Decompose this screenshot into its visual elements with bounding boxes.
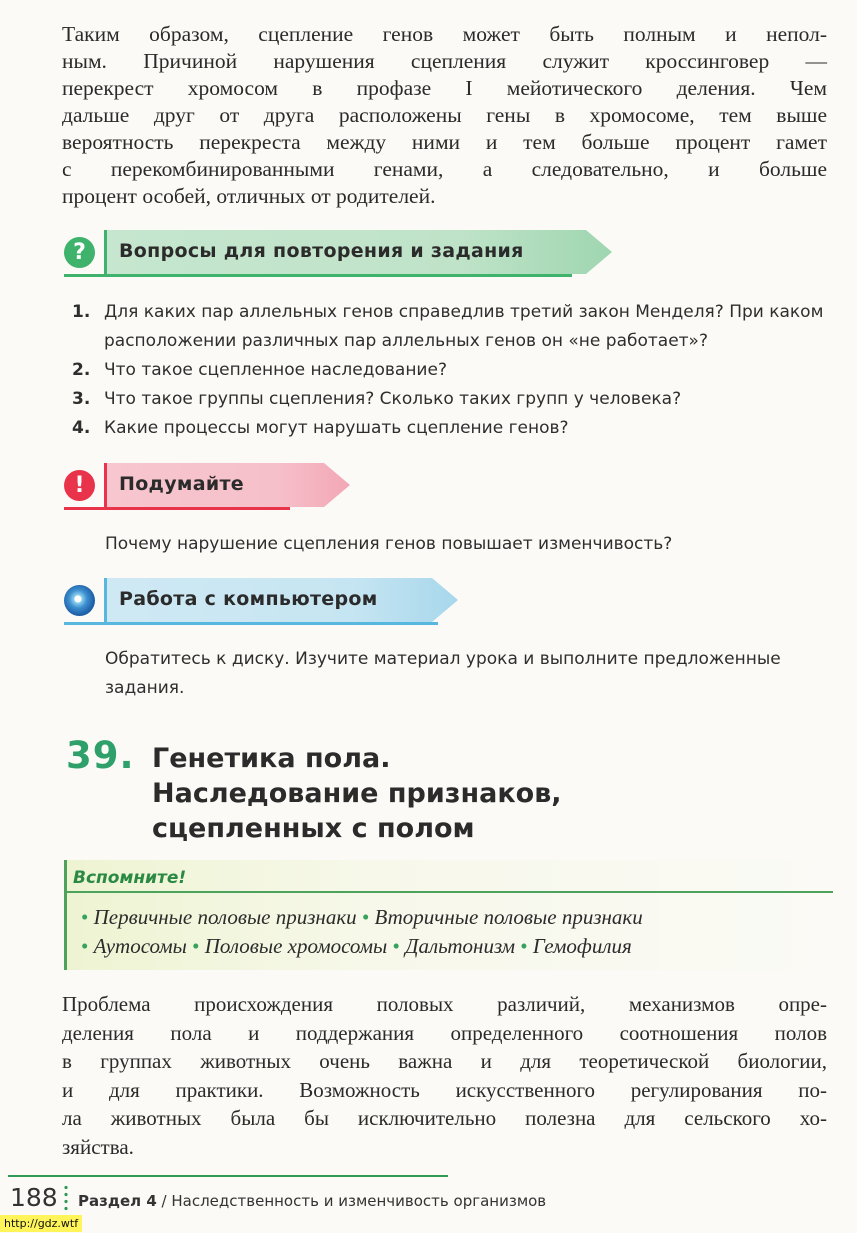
bullet-icon: • bbox=[81, 934, 89, 958]
question-icon: ? bbox=[64, 237, 95, 268]
list-item bbox=[72, 298, 832, 356]
text-line: перекрест хромосом в профазе I мейотического деления. Чем bbox=[62, 76, 827, 100]
text-line: в группах животных очень важна и для теоретической биологии, bbox=[62, 1049, 827, 1073]
intro-paragraph bbox=[62, 21, 827, 210]
text-line: Таким образом, сцепление генов может быть полным и непол- bbox=[62, 22, 827, 46]
item-text: Что такое группы сцепления? Сколько таких групп у человека? bbox=[104, 389, 682, 409]
body-paragraph bbox=[62, 990, 827, 1161]
section-label: Раздел 4 bbox=[78, 1192, 157, 1210]
text-line: Проблема происхождения половых различий, механизмов опре- bbox=[62, 992, 827, 1016]
list-item bbox=[72, 385, 832, 414]
item-text: Что такое сцепленное наследование? bbox=[104, 360, 447, 380]
text-line: и для практики. Возможность искусственного регулирования по- bbox=[62, 1077, 827, 1102]
recall-line bbox=[81, 932, 831, 961]
recall-line bbox=[81, 903, 831, 932]
computer-text bbox=[105, 645, 781, 703]
bullet-icon: • bbox=[392, 934, 400, 958]
questions-list bbox=[72, 298, 832, 443]
list-item bbox=[72, 414, 832, 443]
text-line: ла животных была бы исключительно полезна для сельского хо- bbox=[62, 1106, 827, 1130]
footer-section bbox=[78, 1192, 546, 1210]
title-line: сцепленных с полом bbox=[152, 813, 475, 844]
item-number: 2. bbox=[72, 360, 91, 380]
chapter-title bbox=[152, 741, 562, 846]
title-line: Наследование признаков, bbox=[152, 778, 562, 809]
item-text: Какие процессы могут нарушать сцепление генов? bbox=[104, 418, 569, 438]
list-item bbox=[72, 356, 832, 385]
item-number: 3. bbox=[72, 389, 91, 409]
bullet-icon: • bbox=[520, 934, 528, 958]
chapter-number: 39. bbox=[66, 734, 135, 777]
text-line: процент особей, отличных от родителей. bbox=[62, 184, 436, 208]
text-line: ным. Причиной нарушения сцепления служит кроссинговер — bbox=[62, 49, 827, 73]
section-title: / Наследственность и изменчивость организмов bbox=[156, 1192, 547, 1210]
text-line: деления пола и поддержания определенного соотношения полов bbox=[62, 1020, 827, 1045]
bullet-icon: • bbox=[192, 934, 200, 958]
recall-header: Вспомните! bbox=[73, 868, 187, 888]
computer-banner bbox=[64, 578, 464, 624]
exclamation-icon: ! bbox=[64, 470, 95, 501]
recall-term: Первичные половые признаки bbox=[93, 905, 357, 929]
text-line: зяйства. bbox=[62, 1134, 134, 1159]
recall-term: Половые хромосомы bbox=[204, 934, 388, 958]
computer-title: Работа с компьютером bbox=[119, 588, 378, 610]
questions-banner bbox=[64, 230, 614, 276]
recall-box bbox=[64, 860, 835, 970]
think-text: Почему нарушение сцепления генов повышает изменчивость? bbox=[105, 534, 673, 554]
footer-divider bbox=[8, 1175, 448, 1177]
item-number: 4. bbox=[72, 418, 91, 438]
think-title: Подумайте bbox=[119, 473, 244, 495]
text-line: дальше друг от друга расположены гены в хромосоме, тем выше bbox=[62, 103, 827, 127]
recall-term: Гемофилия bbox=[532, 934, 632, 958]
item-text: Для каких пар аллельных генов справедлив третий закон Менделя? При каком расположении различных пар аллельных генов он «не работает»? bbox=[104, 302, 824, 351]
title-line: Генетика пола. bbox=[152, 743, 391, 774]
page-number: 188 bbox=[10, 1183, 58, 1212]
divider bbox=[67, 891, 833, 893]
watermark-url[interactable]: http://gdz.wtf bbox=[0, 1215, 82, 1232]
item-number: 1. bbox=[72, 302, 91, 322]
text-line: Обратитесь к диску. Изучите материал урока и выполните предложенные bbox=[105, 649, 781, 669]
questions-title: Вопросы для повторения и задания bbox=[119, 240, 524, 262]
think-banner bbox=[64, 463, 324, 509]
bullet-icon: • bbox=[361, 905, 370, 929]
recall-term: Вторичные половые признаки bbox=[374, 905, 643, 929]
text-line: задания. bbox=[105, 678, 185, 698]
recall-term: Дальтонизм bbox=[405, 934, 516, 958]
bullet-icon: • bbox=[81, 905, 89, 929]
disc-icon bbox=[64, 585, 95, 616]
text-line: вероятность перекреста между ними и тем больше процент гамет bbox=[62, 130, 827, 154]
recall-items bbox=[81, 903, 831, 961]
text-line: с перекомбинированными генами, а следовательно, и больше bbox=[62, 157, 827, 181]
dots-separator bbox=[64, 1184, 68, 1214]
recall-term: Аутосомы bbox=[93, 934, 187, 958]
